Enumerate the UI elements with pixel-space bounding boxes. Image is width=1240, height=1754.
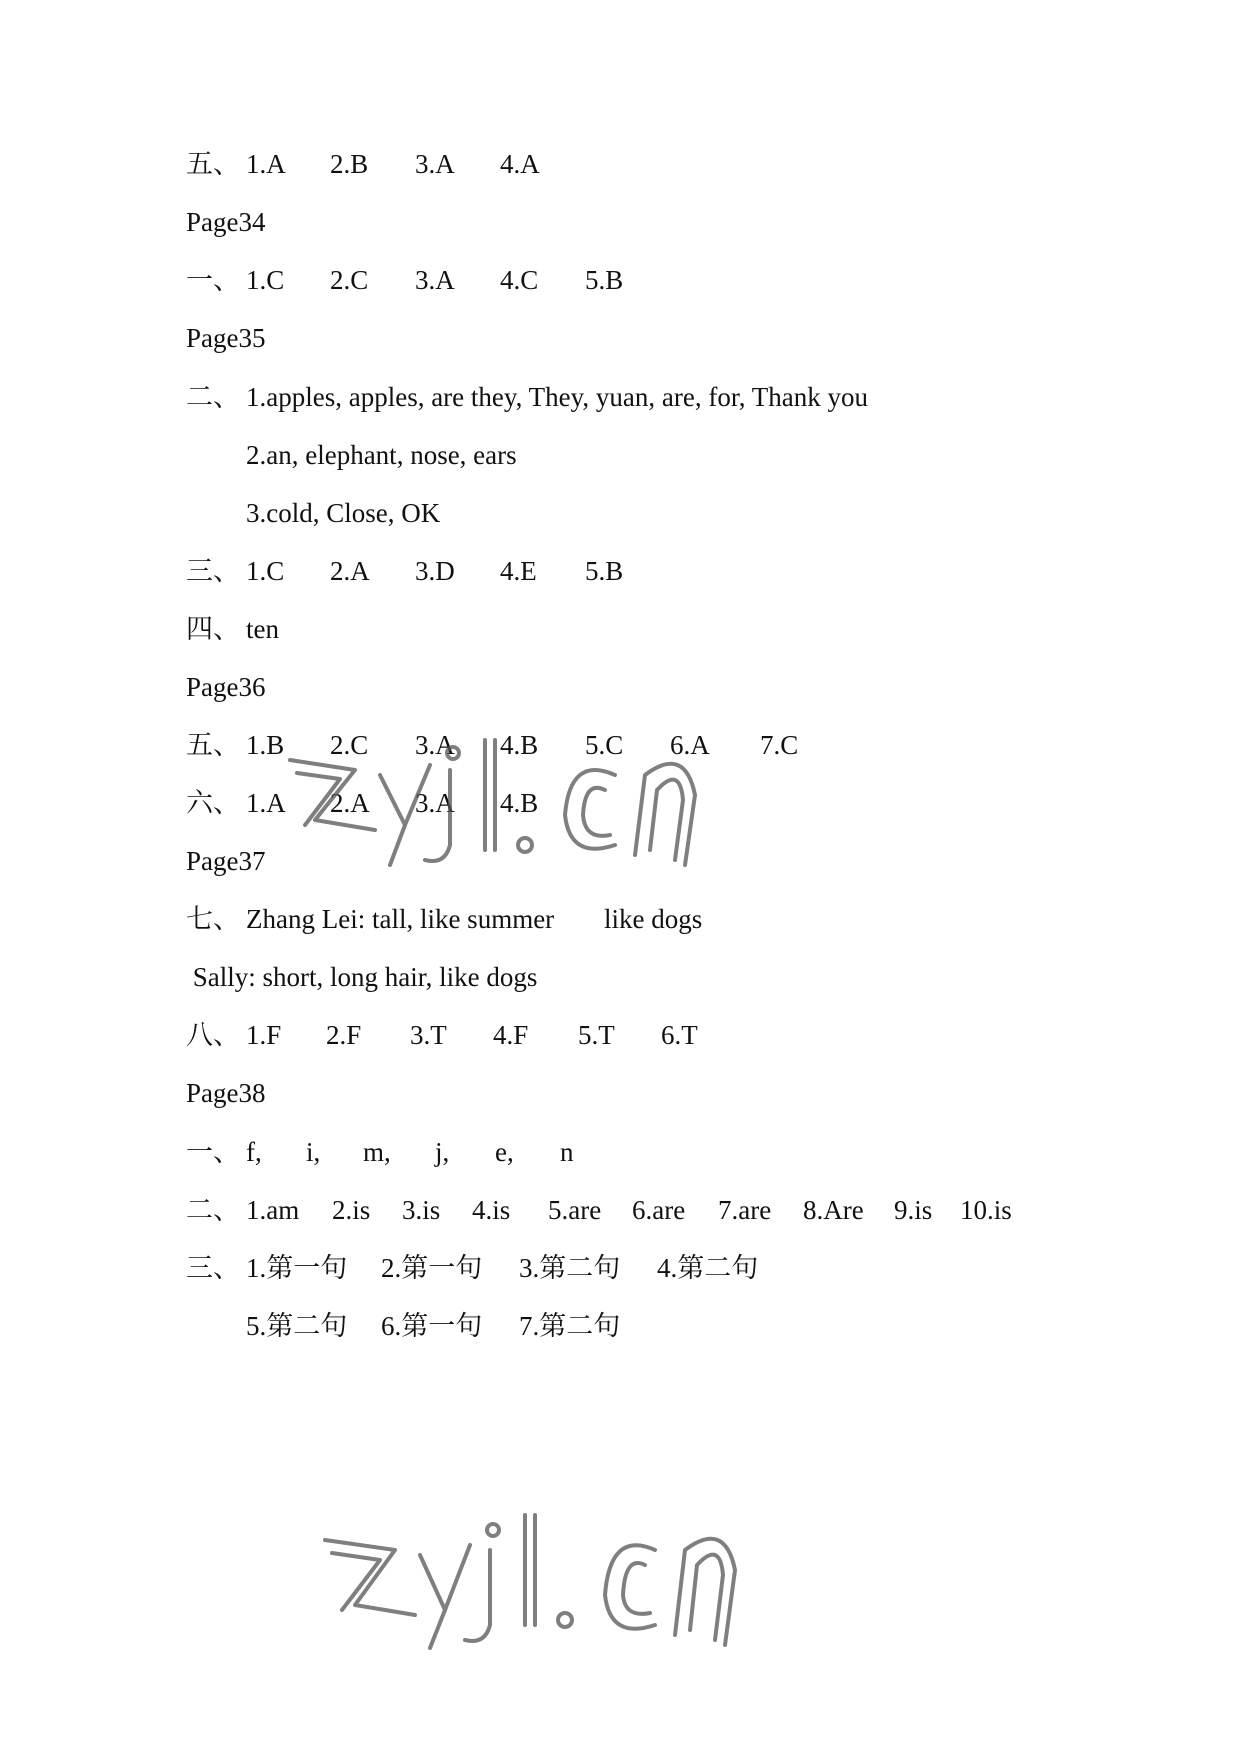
line-prefix: 六、 [186,788,240,818]
line-prefix: 七、 [186,904,240,934]
answer-item: 3.D [415,556,455,586]
answer-item: 6.T [661,1020,698,1050]
line-prefix: 二、 [186,1195,240,1225]
answer-item: 5.第二句 [246,1311,348,1341]
line-text: Page38 [186,1078,266,1108]
answer-item: 4.E [500,556,537,586]
answer-item: 6.第一句 [381,1311,483,1341]
answer-item: 3.第二句 [519,1253,621,1283]
answer-item: 1.C [246,556,285,586]
answer-item: 3.T [410,1020,447,1050]
answer-item: 4.B [500,788,539,818]
line-prefix: 八、 [186,1020,240,1050]
answer-item: 4.is [472,1195,511,1225]
answer-item: 3.A [415,149,455,179]
answer-item: 8.Are [803,1195,864,1225]
answer-item: 4.第二句 [657,1253,759,1283]
answer-item: m, [363,1137,391,1167]
answer-item: 1.B [246,730,285,760]
answer-item: f, [246,1137,262,1167]
answer-item: e, [495,1137,514,1167]
answer-item: 1.A [246,149,286,179]
answer-item: 1.F [246,1020,282,1050]
answer-item: 7.第二句 [519,1311,621,1341]
watermark-lower [320,1500,790,1650]
answer-item: 1.第一句 [246,1253,348,1283]
line-prefix: 四、 [186,614,240,644]
line-prefix: 三、 [186,1253,240,1283]
answer-item: 1.C [246,265,285,295]
answer-item: ten [246,614,279,644]
answer-item: 2.F [326,1020,362,1050]
answer-item: Zhang Lei: tall, like summer [246,904,555,934]
line-text: Page35 [186,323,266,353]
answer-item: 4.B [500,730,539,760]
line-text: Page37 [186,846,266,876]
answer-item: 2.B [330,149,369,179]
answer-item: 5.B [585,556,624,586]
answer-item: 2.C [330,730,369,760]
answer-item: n [560,1137,574,1167]
answer-item: 9.is [894,1195,933,1225]
answer-item: 2.A [330,556,370,586]
answer-item: i, [306,1137,321,1167]
answer-item: 1.A [246,788,286,818]
answer-item: 5.C [585,730,624,760]
answer-item: 3.is [402,1195,441,1225]
answer-item: 3.A [415,788,455,818]
answer-item: 4.F [493,1020,529,1050]
answer-item: 7.are [718,1195,772,1225]
answer-item: 1.apples, apples, are they, They, yuan, are, for, Thank you [246,382,868,412]
answer-item: 1.am [246,1195,300,1225]
answer-item: 2.A [330,788,370,818]
answer-item: 4.A [500,149,540,179]
line-text: Page34 [186,207,266,237]
answer-item: 2.is [332,1195,371,1225]
watermark-logo-lower [320,1500,790,1650]
answer-item: 2.C [330,265,369,295]
line-prefix: 五、 [186,149,240,179]
line-prefix: 一、 [186,265,240,295]
line-prefix: 三、 [186,556,240,586]
answer-item: 3.A [415,730,455,760]
answer-item: 2.an, elephant, nose, ears [246,440,517,470]
answer-item: 5.are [548,1195,602,1225]
line-text: Page36 [186,672,266,702]
line-text: Sally: short, long hair, like dogs [186,962,538,992]
line-prefix: 五、 [186,730,240,760]
answer-item: 4.C [500,265,539,295]
answer-item: 2.第一句 [381,1253,483,1283]
answer-item: 6.are [632,1195,686,1225]
answer-item: j, [435,1137,450,1167]
answer-item: 6.A [670,730,710,760]
answer-item: 3.cold, Close, OK [246,498,441,528]
line-prefix: 二、 [186,382,240,412]
answer-item: 5.T [578,1020,615,1050]
answer-item: like dogs [604,904,703,934]
answer-item: 5.B [585,265,624,295]
answer-item: 10.is [960,1195,1012,1225]
answer-item: 7.C [760,730,799,760]
line-prefix: 一、 [186,1137,240,1167]
answer-item: 3.A [415,265,455,295]
